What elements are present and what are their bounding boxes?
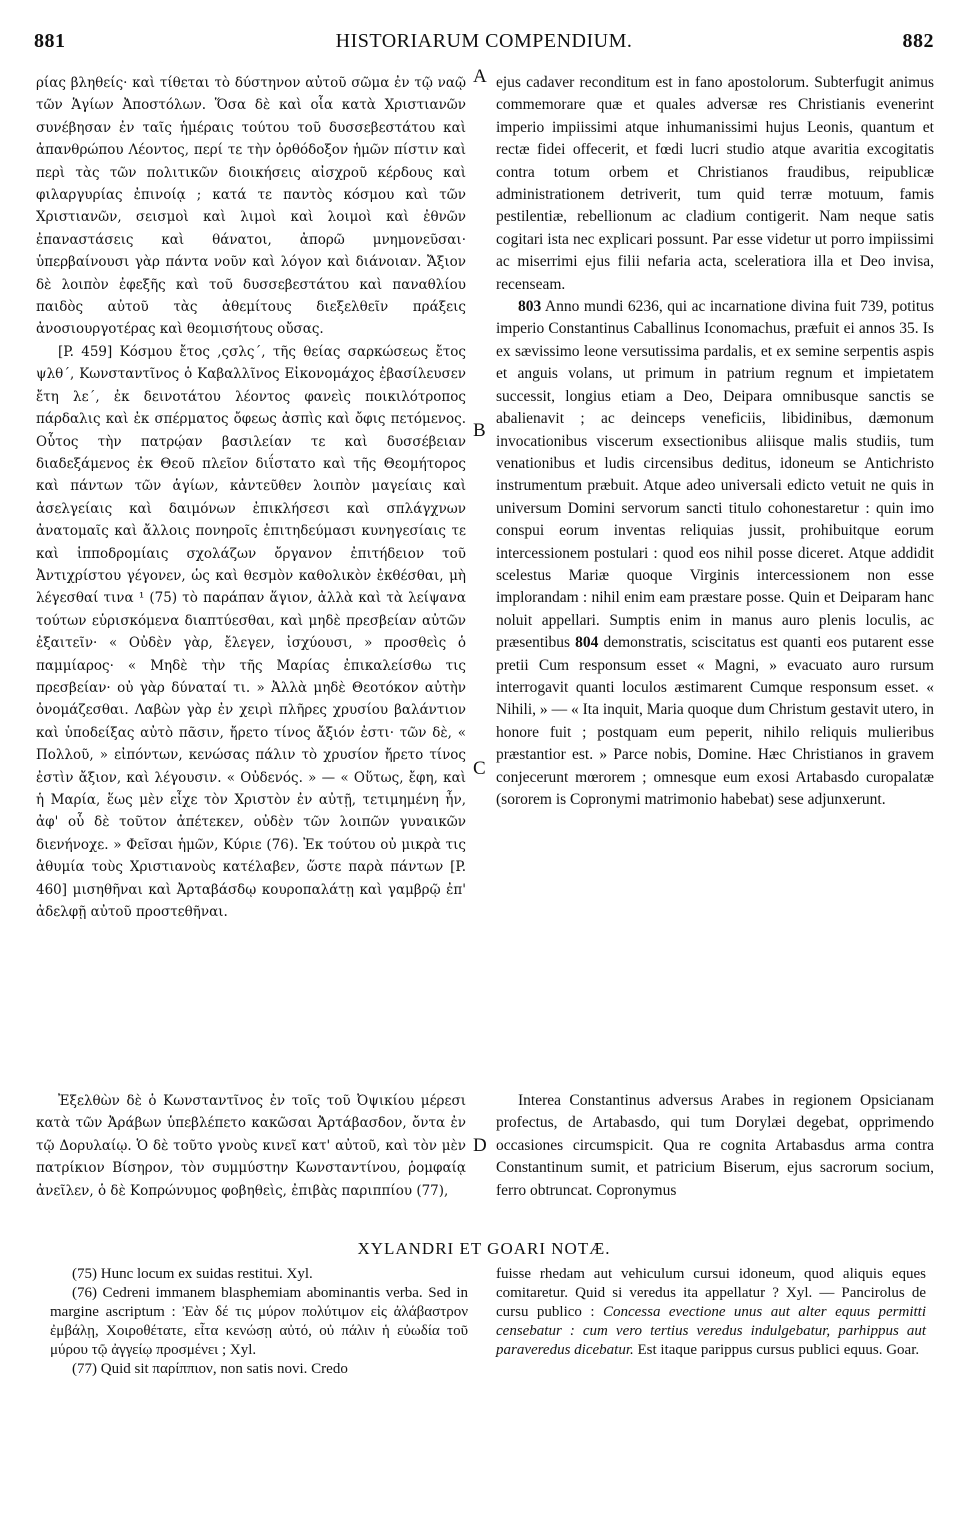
note-77-continued bbox=[496, 1265, 926, 1360]
margin-marker-d: D bbox=[473, 1135, 487, 1156]
margin-marker-b: B bbox=[473, 420, 486, 441]
greek-paragraph-1: ρίας βληθείς· καὶ τίθεται τὸ δύστηνον αὐτοῦ σῶμα ἐν τῷ ναῷ τῶν Ἁγίων Ἀποστόλων. Ὅσα δὲ καὶ οἷα κατὰ Χριστιανῶν συνέβησαν ἐν ταῖς ἡμέραις τούτου τοῦ δυσσεβεστάτου καὶ ἀπανθρώπου Λέοντος, περί τε τὴν ὀρθόδοξον ἡμῶν πίστιν καὶ περὶ τὰς τῶν πολιτικῶν διοικήσεις αἰσχροῦ κέρδους καὶ φιλαργυρίας ἐπινοίᾳ ; κατά τε παντὸς κόσμου καὶ τῶν Χριστιανῶν, σεισμοὶ καὶ λιμοὶ καὶ λοιμοὶ καὶ ἐθνῶν ἐπαναστάσεις καὶ θάνατοι, ἀπορῶ μνημονεῦσαι· ὑπερβαίνουσι γὰρ πάντα νοῦν καὶ λόγον καὶ διάνοιαν. Ἄξιον δὲ λοιπὸν ἐφεξῆς καὶ τοῦ δυσσεβεστάτου καὶ παναθλίου παιδὸς αὐτοῦ τὰς ἀθεμίτους διεξελθεῖν πράξεις ἀνοσιουργοτέρας καὶ θεομισήτους οὔσας. bbox=[36, 75, 466, 338]
latin-column-lower bbox=[496, 1090, 934, 1202]
latin-column-upper bbox=[496, 72, 934, 811]
page-number-right: 882 bbox=[902, 30, 934, 52]
greek-column-lower bbox=[36, 1090, 466, 1202]
notes-right bbox=[496, 1265, 926, 1360]
section-number-803: 803 bbox=[518, 298, 542, 316]
note-77-text-1: fuisse rhedam aut vehiculum cursui idoneum, quod aliquis eques comitaretur. Quid si veredus ita appellatur ? Xyl. — Pancirolus de cursu publico : bbox=[496, 1266, 926, 1320]
running-title: HISTORIARUM COMPENDIUM. bbox=[335, 30, 633, 52]
latin-paragraph-1: ejus cadaver reconditum est in fano apostolorum. Subterfugit animus commemorare quæ et quales adversæ res Christianis evenerint imperio impiissimi atque inhumanissimi hujus Leonis, quantum et rectæ fidei offecerit, et fœdi lucri studio atque avaritia excogitatis contra totum orbem et Christianos fraudibus, reipublicæ administrationem detriverit, tum quid terræ motuum, famis pestilentiæ, rebellionum ac cladium contigerit. Nam neque satis cogitari ista nec explicari possunt. Par esse videtur ut porro impiissimi ac miserrimi ejus filii nefaria acta, sceleratiora illa et Deo invisa, recenseam. bbox=[496, 74, 934, 293]
note-77-text-3: Est itaque parippus cursus publici equus. Goar. bbox=[633, 1342, 920, 1358]
greek-paragraph-3: Ἐξελθὼν δὲ ὁ Κωνσταντῖνος ἐν τοῖς τοῦ Ὀψικίου μέρεσι κατὰ τῶν Ἀράβων ὑπεβλέπετο κακῶσαι Ἀρτάβασδον, ὄντα ἐν τῷ Δορυλαίῳ. Ὁ δὲ τοῦτο γνοὺς κινεῖ κατ' αὐτοῦ, καὶ τὸν μὲν πατρίκιον Βίσηρον, τὸν συμμύστην Κωνσταντίνου, ῥομφαίᾳ ἀνεῖλεν, ὁ δὲ Κοπρώνυμος φοβηθεὶς, ἐπιβὰς παριππίου (77), bbox=[36, 1093, 466, 1199]
latin-paragraph-2b: demonstratis, sciscitatus est quanti eos putarent esse pretii Cum responsum esset « Magni, » evacuato auro rursum interrogavit quanti loculos æstimarent Cumque responsum esset. « Nihili, » — « Ita inquit, Maria quoque dum Christum gestavit utero, in honore fuit ; postquam eum peperit, nihilo reliquis mulieribus præstantior est. » Parce nobis, Domine. Hæc Christianos in gravem conjecerunt mœrorem ; omnesque eum exosi Artabasdo curopalatæ (sororem is Copronymi matrimonio habebat) sese adjunxerunt. bbox=[496, 634, 934, 808]
notes-left bbox=[50, 1265, 468, 1379]
note-75: (75) Hunc locum ex suidas restitui. Xyl. bbox=[72, 1266, 313, 1282]
greek-paragraph-2: [P. 459] Κόσμου ἔτος ,ςσλς΄, τῆς θείας σαρκώσεως ἔτος ψλθ΄, Κωνσταντῖνος ὁ Καβαλλῖνος Εἰκονομάχος ἐβασίλευσεν ἔτη λε΄, ἐκ δεινοτάτου λέοντος φανεὶς ποικιλότροπος πάρδαλις καὶ ἐκ σπέρματος ὄφεως ἀσπὶς καὶ ὄφις πετόμενος. Οὗτος τὴν πατρῴαν βασιλείαν τε καὶ δυσσέβειαν διαδεξάμενος ἐκ Θεοῦ πλεῖον διΐστατο καὶ τῆς Θεομήτορος καὶ πάντων τῶν ἁγίων, κἀντεῦθεν λοιπὸν μαγείαις καὶ ἀσελγείαις καὶ δαιμόνων ἐπικλήσεσι καὶ σπλάγχνων ἀνατομαῖς καὶ ἄλλοις πονηροῖς ἐπιτηδεύμασι κυνηγεσίαις τε καὶ ἱπποδρομίαις σχολάζων ὄργανον ἐπιτήδειον τοῦ Ἀντιχρίστου γέγονεν, ὡς καὶ θεσμὸν καθολικὸν ἐκθέσθαι, μὴ λέγεσθαί τινα ¹ (75) τὸ παράπαν ἅγιον, ἀλλὰ καὶ τὰ λείψανα τούτων εὑρισκόμενα διαπτύεσθαι, καὶ μηδὲ πρεσβείαν αὐτῶν ἐξαιτεῖν· « Οὐδὲν γὰρ, ἔλεγεν, ἰσχύουσι, » προσθεὶς ὁ παμμίαρος· « Μηδὲ τὴν τῆς Μαρίας ἐπικαλείσθω τις πρεσβείαν· οὐ γὰρ δύναταί τι. » Ἀλλὰ μηδὲ Θεοτόκον αὐτὴν ὀνομάζεσθαι. Λαβὼν γὰρ ἐν χειρὶ πλῆρες χρυσίου βαλάντιον καὶ ὑποδείξας αὐτὸ πᾶσιν, ἤρετο τίνος ἄξιόν ἐστι· τῶν δὲ, « Πολλοῦ, » εἰπόντων, κενώσας πάλιν τὸ χρυσίον ἤρετο τίνος ἐστὶν ἄξιον, καὶ λέγουσιν. « Οὐδενός. » — « Οὕτως, ἔφη, καὶ ἡ Μαρία, ἕως μὲν εἶχε τὸν Χριστὸν ἐν αὐτῇ, τετιμημένη ἦν, ἀφ' οὗ δὲ τοῦτον ἀπέτεκεν, οὐδὲν τῶν λοιπῶν γυναικῶν διενήνοχε. » Φεῖσαι ἡμῶν, Κύριε (76). Ἐκ τούτου οὐ μικρὰ τις ἀθυμία τοὺς Χριστιανοὺς κατέλαβεν, ὥστε παρὰ πάντων [P. 460] μισηθῆναι καὶ Ἀρταβάσδῳ κουροπαλάτῃ καὶ γαμβρῷ ἐπ' ἀδελφῇ αὐτοῦ προστεθῆναι. bbox=[36, 343, 466, 921]
latin-paragraph-2 bbox=[496, 296, 934, 811]
note-76: (76) Cedreni immanem blasphemiam abominantis verba. Sed in margine ascriptum : Ἐὰν δέ τις μύρον πολύτιμον εἰς ἀλάβαστρον ἐμβάλῃ, Χοιροθέτατε, εἶτα κενώσῃ αὐτό, οὐ πάλιν ἡ εὐωδία τοῦ μύρου τῷ ἀγγείῳ προσμένει ; Xyl. bbox=[50, 1285, 468, 1358]
margin-marker-c: C bbox=[473, 758, 486, 779]
margin-marker-a: A bbox=[473, 66, 487, 87]
notes-title: XYLANDRI ET GOARI NOTÆ. bbox=[357, 1239, 611, 1258]
latin-paragraph-3: Interea Constantinus adversus Arabes in regionem Opsicianam profectus, de Artabasdo, qui tum Dorylæi degebat, opprimendo occasiones circumspicit. Qua re cognita Artabasdus arma contra Constantinum sumit, et patricium Biserum, ejus sacrorum socium, ferro obtruncat. Copronymus bbox=[496, 1092, 934, 1199]
greek-column-upper bbox=[36, 72, 466, 923]
section-number-804: 804 bbox=[575, 634, 599, 652]
page-number-left: 881 bbox=[34, 30, 66, 52]
note-77-quote: Concessa evectione unus aut alter equus permitti censebatur : cum vero tertius veredus indulgebatur, parhippus aut paraveredus dicebatur. bbox=[496, 1304, 926, 1358]
note-77: (77) Quid sit παρίππιον, non satis novi. Credo bbox=[72, 1361, 348, 1377]
latin-paragraph-2a: Anno mundi 6236, qui ac incarnatione divina fuit 739, potitus imperio Constantinus Caballinus Iconomachus, præfuit ei annos 35. Is ex sævissimo leone versutissima pardalis, et ex semine serpentis aspis et anguis volans, ut primum in patrium regnum et impietatem successit, longius etiam a Deo, Deipara omnibusque sanctis se abalienavit ; ac deinceps veneficiis, libidinibus, dæmonum invocationibus viscerum exsectionibus aliisque malis studiis, tum venationibus et ludis circensibus deditus, idoneum se Antichristo instrumentum præbuit. Atque adeo universali edicto vetuit ne quis in universum Domini servorum sancti titulo cohonestaretur : quin imo conspui eorum inventas reliquias jussit, prohibuitque eorum intercessionem postulari : quod eos nihil posse diceret. Atque addidit scelestus Mariæ quoque Virginis intercessionem non esse implorandam : nihil enim eam præstare posse. Quin et Deiparam hanc noluit appellari. Sumptis enim in manus auro plenis loculis, ac præsentibus bbox=[496, 298, 934, 652]
page-header bbox=[34, 30, 934, 60]
